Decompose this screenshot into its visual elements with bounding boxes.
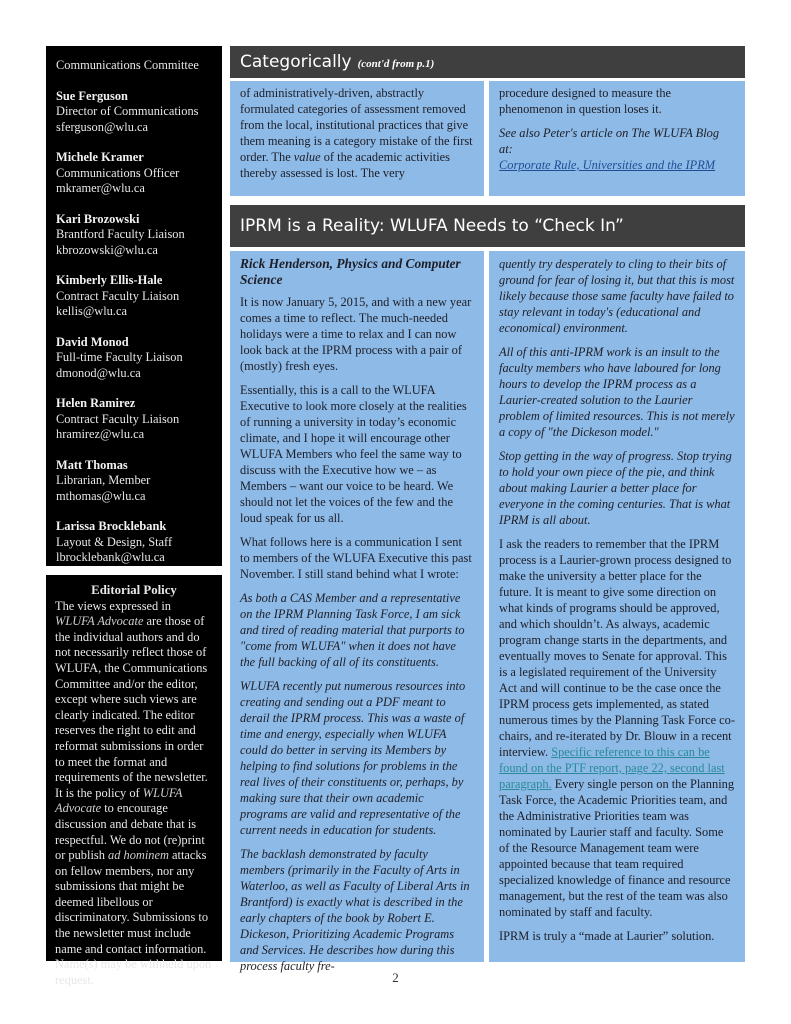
text: of the academic activities thereby assessed is lost. The very: [240, 150, 450, 180]
emphasis: value: [293, 150, 321, 164]
policy-text-1: The views expressed in: [55, 598, 171, 613]
policy-text-3: to encourage discussion and debate that is respectful. We do not (re)print or publish: [55, 801, 205, 863]
committee-title: Communications Committee: [56, 58, 199, 72]
paragraph: WLUFA recently put numerous resources into creating and sending out a PDF meant to derail the IPRM process. This was a waste of time and energy, especially when WLUFA could do better in serving its Members by helping to find solutions for problems in the real lives of their constituents or, perhaps, by making sure that their own academic programs are valid and representative of the current needs in education for students.: [240, 679, 466, 837]
column-paragraphs: [240, 294, 474, 974]
committee-member: [56, 396, 212, 443]
text: of administratively-driven, abstractly formulated categories of assessment removed from the local, institutional practices that give them meaning is a category mistake of the first order. The: [240, 86, 473, 164]
paragraph: What follows here is a communication I sent to members of the WLUFA Executive this past November. I still stand behind what I wrote:: [240, 535, 472, 581]
member-email: sferguson@wlu.ca: [56, 119, 149, 134]
committee-member: [56, 150, 212, 197]
article1-column-2: [489, 81, 745, 196]
member-email: lbrocklebank@wlu.ca: [56, 550, 165, 564]
member-name: Helen Ramirez: [56, 396, 136, 410]
member-role: Full-time Faculty Liaison: [56, 350, 183, 364]
paragraph: All of this anti-IPRM work is an insult to the faculty members who have laboured for long hours to develop the IPRM process as a Laurier-created solution to the Laurier problem of limited resources. This is not merely a copy of "the Dickeson model.": [499, 345, 735, 439]
committee-member: [56, 335, 212, 382]
article-header-categorically: [230, 46, 745, 78]
ptf-report-link[interactable]: Specific reference to this can be found on the PTF report, page 22, second last paragraph.: [499, 745, 725, 791]
article-continuation-note: (cont'd from p.1): [357, 58, 435, 70]
committee-member: [56, 458, 212, 505]
editorial-policy-title: Editorial Policy: [91, 583, 177, 597]
member-name: Sue Ferguson: [56, 88, 128, 103]
article-header-iprm: [230, 205, 745, 247]
paragraph: Stop getting in the way of progress. Stop trying to hold your own piece of the pie, and think about making Laurier a better place for everyone in the coming centuries. That is what IPRM is all about.: [499, 449, 732, 527]
committee-member: [56, 273, 212, 320]
member-role: Librarian, Member: [56, 473, 151, 487]
paragraph: quently try desperately to cling to their bits of ground for fear of losing it, but that this is most likely because those same faculty have failed to stay relevant in today's (educational and economical) environment.: [499, 257, 735, 335]
policy-text-4: attacks on fellow members, nor any submissions that might be deemed libellous or discriminatory. Submissions to the newsletter must include name and contact information. Name(s) may be withheld upon request.: [55, 848, 212, 987]
article-title: IPRM is a Reality: WLUFA Needs to “Check In”: [240, 216, 624, 236]
member-email: mkramer@wlu.ca: [56, 181, 145, 195]
committee-member: [56, 212, 212, 259]
paragraph: IPRM is truly a “made at Laurier” solution.: [499, 929, 715, 943]
blog-article-link[interactable]: Corporate Rule, Universities and the IPRM: [499, 158, 716, 172]
member-role: Brantford Faculty Liaison: [56, 227, 185, 241]
paragraph: The backlash demonstrated by faculty members (primarily in the Faculty of Arts in Waterloo, as well as Faculty of Liberal Arts in Brantford) is exactly what is described in the early chapters of the book by Robert E. Dickeson, Prioritizing Academic Programs and Services. He describes how during this process faculty fre-: [240, 847, 470, 973]
member-name: Michele Kramer: [56, 150, 144, 164]
text: I ask the readers to remember that the IPRM process is a Laurier-grown process designed to make the university a better place for the future. It is meant to give some direction on what kinds of programs should be approved, and which shouldn’t. As always, academic program change starts in the departments, and eventually moves to Senate for approval. This is a legislated requirement of the University Act and will continue to be the case once the IPRM process gets implemented, as stated numerous times by the Planning Task Force co-chairs, and re-iterated by Dr. Blouw in a recent interview.: [499, 537, 736, 759]
member-role: Contract Faculty Liaison: [56, 411, 180, 426]
article2-column-1: [230, 251, 484, 973]
paragraph: [499, 536, 735, 920]
publication-name: WLUFA Advocate: [55, 614, 144, 629]
author-byline: Rick Henderson, Physics and Computer Science: [240, 256, 461, 287]
paragraph: procedure designed to measure the phenomenon in question loses it.: [499, 86, 672, 116]
publication-name: WLUFA Advocate: [55, 785, 183, 816]
paragraph: It is now January 5, 2015, and with a new year comes a time to reflect. The much-needed holidays were a time to relax and I can now look back at the IPRM process with a pair of (mostly) fresh eyes.: [240, 295, 472, 373]
member-role: Layout & Design, Staff: [56, 534, 173, 549]
committee-member: [56, 89, 212, 136]
member-name: Kari Brozowski: [56, 211, 140, 226]
article1-column-1: [230, 81, 484, 196]
article2-column-2: [489, 251, 745, 962]
policy-text-2: are those of the individual authors and do not necessarily reflect those of WLUFA, the Communications Committee and/or the editor, except where such views are clearly indicated. The editor reserves the right to edit and reformat submissions in order to meet the format and requirements of the newsletter. It is the policy of: [55, 614, 208, 800]
member-role: Contract Faculty Liaison: [56, 288, 180, 303]
member-list: [56, 89, 212, 566]
member-name: Matt Thomas: [56, 457, 128, 472]
member-role: Director of Communications: [56, 104, 199, 118]
committee-member: [56, 519, 212, 566]
member-name: David Monod: [56, 334, 129, 349]
editorial-policy-box: [46, 575, 222, 987]
member-name: Kimberly Ellis-Hale: [56, 273, 163, 287]
member-email: dmonod@wlu.ca: [56, 365, 141, 380]
paragraph: Essentially, this is a call to the WLUFA Executive to look more closely at the realities of running a university in today’s economic climate, and I hope it will encourage other WLUFA Members who feel the same way to discuss with the Executive how we – as Members – want our voice to be heard. We should not let the voices of the few and the loud speak for us all.: [240, 383, 467, 525]
member-email: hramirez@wlu.ca: [56, 427, 145, 441]
column-paragraphs: [499, 256, 735, 528]
member-email: kbrozowski@wlu.ca: [56, 242, 158, 257]
member-email: mthomas@wlu.ca: [56, 488, 146, 503]
paragraph: As both a CAS Member and a representative on the IPRM Planning Task Force, I am sick and tired of reading material that purports to "come from WLUFA" when it does not have the full backing of all of its constituents.: [240, 591, 465, 669]
editorial-policy-text: [55, 599, 213, 989]
article-title: Categorically: [240, 52, 352, 72]
member-email: kellis@wlu.ca: [56, 304, 127, 318]
communications-committee-box: [46, 46, 222, 566]
member-name: Larissa Brocklebank: [56, 519, 167, 533]
ad-hominem-term: ad hominem: [108, 848, 169, 863]
member-role: Communications Officer: [56, 165, 180, 180]
see-also-note: See also Peter's article on The WLUFA Blog at:: [499, 126, 720, 156]
paragraph: [240, 85, 474, 181]
text: Every single person on the Planning Task Force, the Academic Priorities team, and the Administrative Priorities team was nominated by Laurier staff and faculty. Some of the Resource Management team were appointed because that team required specialized knowledge of finance and resource management, but the rest of the team was also nominated by staff and faculty.: [499, 777, 735, 919]
page-number: 2: [392, 970, 399, 985]
